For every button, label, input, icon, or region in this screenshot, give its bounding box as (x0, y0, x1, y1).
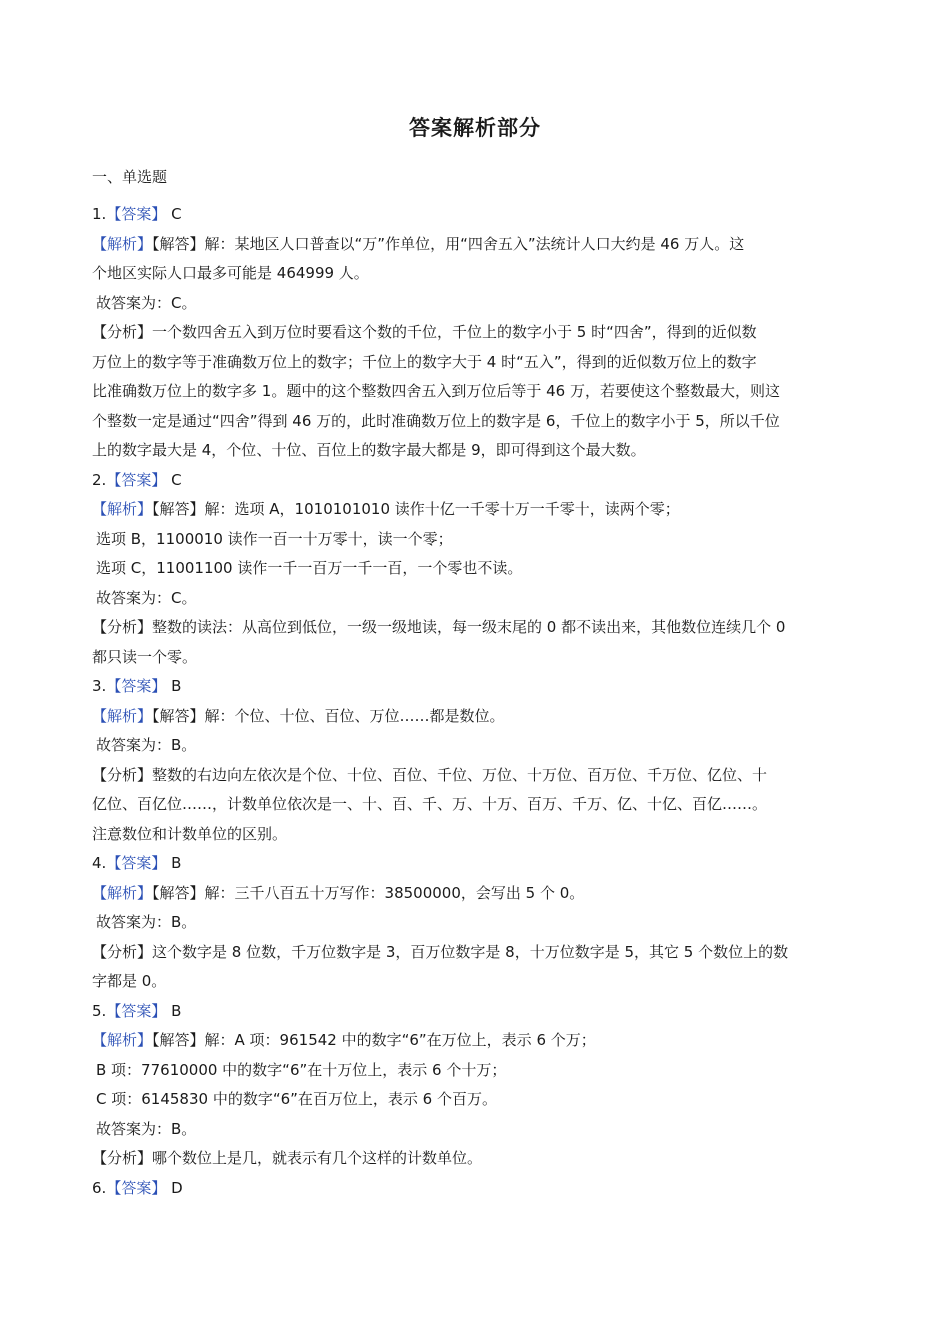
analysis-label: 【分析】 (92, 618, 153, 636)
section-heading: 一、单选题 (92, 168, 168, 186)
q2-number: 2. (92, 470, 107, 489)
q1-analysis-text-4: 个整数一定是通过“四舍”得到 46 万的，此时准确数万位上的数字是 6，千位上的数字小于 5，所以千位 (92, 411, 780, 430)
q3-conclusion: 故答案为：B。 (96, 736, 197, 754)
explain-label: 【解析】 (92, 706, 153, 725)
answer-label: 【答案】 (106, 854, 167, 872)
answer-label: 【答案】 (106, 205, 167, 223)
q4-answer-line (92, 849, 862, 879)
q2-conclusion: 故答案为：C。 (96, 588, 197, 607)
q1-analysis-text-3: 比准确数万位上的数字多 1。题中的这个整数四舍五入到万位后等于 46 万，若要使这个整数最大，则这 (92, 382, 780, 400)
answer-content (92, 200, 862, 1203)
q4-solution-line (92, 879, 862, 909)
q5-answer-line (92, 997, 862, 1027)
q1-analysis-text-5: 上的数字最大是 4，个位、十位、百位上的数字最大都是 9，即可得到这个最大数。 (92, 441, 646, 459)
analysis-label: 【分析】 (92, 323, 153, 341)
q3-solution-text: 解：个位、十位、百位、万位……都是数位。 (204, 706, 505, 725)
q3-number: 3. (92, 677, 107, 695)
q3-answer: B (171, 677, 182, 695)
q3-analysis-text-2: 亿位、百亿位……，计数单位依次是一、十、百、千、万、十万、百万、千万、亿、十亿、百亿……。 (92, 795, 768, 813)
q2-answer: C (171, 470, 182, 489)
answer-label: 【答案】 (106, 1178, 167, 1197)
q5-solution-text-3: C 项：6145830 中的数字“6”在百万位上，表示 6 个百万。 (96, 1090, 497, 1108)
q4-analysis-text-2: 字都是 0。 (92, 972, 167, 990)
explain-label: 【解析】 (92, 883, 153, 902)
q1-analysis-text-2: 万位上的数字等于准确数万位上的数字；千位上的数字大于 4 时“五入”，得到的近似数万位上的数字 (92, 352, 757, 371)
q1-analysis-text: 一个数四舍五入到万位时要看这个数的千位，千位上的数字小于 5 时“四舍”，得到的近似数 (152, 323, 757, 341)
answer-label: 【答案】 (106, 1001, 167, 1020)
q3-answer-line (92, 672, 862, 702)
analysis-label: 【分析】 (92, 1149, 153, 1167)
q4-conclusion: 故答案为：B。 (96, 913, 197, 931)
q1-analysis-line (92, 318, 862, 348)
q4-analysis-line (92, 938, 862, 968)
q2-solution-text-3: 选项 C，11001100 读作一千一百万一千一百，一个零也不读。 (96, 559, 523, 577)
q3-solution-line (92, 702, 862, 732)
q4-solution-text: 解：三千八百五十万写作：38500000，会写出 5 个 0。 (204, 883, 585, 902)
analysis-label: 【分析】 (92, 765, 153, 784)
q3-analysis-text-3: 注意数位和计数单位的区别。 (92, 824, 288, 843)
solution-label: 【解答】 (152, 500, 205, 518)
analysis-label: 【分析】 (92, 942, 153, 961)
q1-solution-text-2: 个地区实际人口最多可能是 464999 人。 (92, 264, 369, 282)
q2-solution-line (92, 495, 862, 525)
solution-label: 【解答】 (152, 706, 205, 725)
page-title: 答案解析部分 (409, 116, 541, 140)
q4-answer: B (171, 854, 182, 872)
q3-analysis-line (92, 761, 862, 791)
q5-analysis-text: 哪个数位上是几，就表示有几个这样的计数单位。 (152, 1149, 483, 1167)
q4-analysis-text: 这个数字是 8 位数，千万位数字是 3，百万位数字是 8，十万位数字是 5，其它 5 个数位上的数 (152, 942, 789, 961)
q2-analysis-line (92, 613, 862, 643)
q5-answer: B (171, 1001, 182, 1020)
q2-solution-text-2: 选项 B，1100010 读作一百一十万零十，读一个零； (96, 529, 453, 548)
q1-conclusion: 故答案为：C。 (96, 293, 197, 312)
q6-number: 6. (92, 1178, 107, 1197)
q4-number: 4. (92, 854, 107, 872)
q5-solution-line (92, 1026, 862, 1056)
q6-answer: D (171, 1178, 183, 1197)
q6-answer-line (92, 1174, 862, 1204)
q2-solution-text: 解：选项 A，1010101010 读作十亿一千零十万一千零十，读两个零； (204, 500, 680, 518)
q1-answer-line (92, 200, 862, 230)
q1-solution-text: 解：某地区人口普查以“万”作单位，用“四舍五入”法统计人口大约是 46 万人。这 (204, 234, 745, 253)
answer-label: 【答案】 (106, 677, 167, 695)
solution-label: 【解答】 (152, 883, 205, 902)
q5-number: 5. (92, 1001, 107, 1020)
solution-label: 【解答】 (152, 1031, 205, 1049)
explain-label: 【解析】 (92, 500, 153, 518)
q2-analysis-text-2: 都只读一个零。 (92, 647, 198, 666)
q5-solution-text: 解：A 项：961542 中的数字“6”在万位上，表示 6 个万； (204, 1031, 596, 1049)
q3-analysis-text: 整数的右边向左依次是个位、十位、百位、千位、万位、十万位、百万位、千万位、亿位、十 (152, 765, 768, 784)
q1-answer: C (171, 205, 182, 223)
q1-number: 1. (92, 205, 107, 223)
q5-analysis-line (92, 1144, 862, 1174)
q5-conclusion: 故答案为：B。 (96, 1119, 197, 1138)
explain-label: 【解析】 (92, 234, 153, 253)
q2-answer-line (92, 466, 862, 496)
solution-label: 【解答】 (152, 234, 205, 253)
explain-label: 【解析】 (92, 1031, 153, 1049)
q5-solution-text-2: B 项：77610000 中的数字“6”在十万位上，表示 6 个十万； (96, 1060, 507, 1079)
q2-analysis-text: 整数的读法：从高位到低位，一级一级地读，每一级末尾的 0 都不读出来，其他数位连续几个 0 (152, 618, 786, 636)
q1-solution-line (92, 230, 862, 260)
answer-label: 【答案】 (106, 470, 167, 489)
